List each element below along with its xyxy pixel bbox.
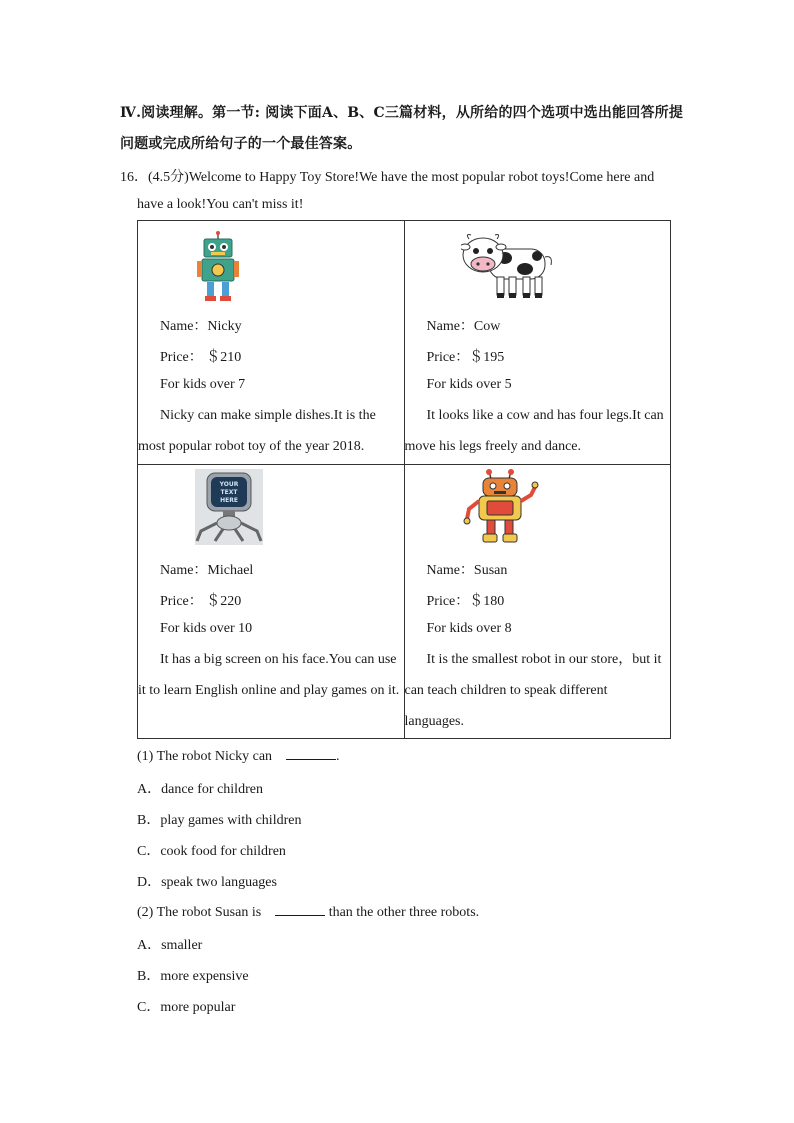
robot-description: It has a big screen on his face.You can use it to learn English online and play games on it. bbox=[138, 652, 400, 698]
robot-cell-susan bbox=[404, 465, 671, 739]
option-2a: A．smaller bbox=[137, 938, 203, 953]
robot-name: Name：Nicky bbox=[160, 319, 242, 334]
question-number: 16．(4.5分) bbox=[120, 170, 189, 185]
robot-age: For kids over 10 bbox=[160, 621, 253, 636]
robot-age: For kids over 5 bbox=[426, 377, 512, 392]
option-1b: B．play games with children bbox=[137, 813, 302, 828]
option-2b: B．more expensive bbox=[137, 969, 249, 984]
robot-description: Nicky can make simple dishes.It is the most popular robot toy of the year 2018. bbox=[138, 408, 376, 454]
robot-name: Name：Cow bbox=[426, 319, 501, 334]
svg-text:TEXT: TEXT bbox=[220, 489, 238, 496]
option-1c: C．cook food for children bbox=[137, 844, 286, 859]
option-2c: C．more popular bbox=[137, 1000, 236, 1015]
answer-blank bbox=[286, 747, 336, 760]
robot-price: Price：＄195 bbox=[426, 350, 505, 365]
option-1d: D．speak two languages bbox=[137, 875, 277, 890]
sub-question-1: (1) The robot Nicky can . bbox=[137, 749, 340, 764]
intro-text: Welcome to Happy Toy Store!We have the most popular robot toys!Come here and bbox=[188, 170, 655, 185]
robot-description: It is the smallest robot in our store，but it can teach children to speak different languages. bbox=[404, 652, 662, 729]
screen-robot-icon bbox=[195, 469, 263, 545]
robot-table bbox=[137, 220, 671, 739]
robot-price: Price： ＄220 bbox=[160, 594, 242, 609]
question-intro-line2: have a look!You can't miss it! bbox=[137, 197, 304, 212]
option-1a: A．dance for children bbox=[137, 782, 263, 797]
robot-price: Price：＄180 bbox=[426, 594, 505, 609]
sub-question-2: (2) The robot Susan is than the other three robots. bbox=[137, 905, 480, 920]
question-intro-line1 bbox=[120, 166, 654, 186]
robot-cell-cow bbox=[404, 221, 671, 465]
cow-robot-icon bbox=[461, 231, 555, 299]
section-header-line2: 问题或完成所给句子的一个最佳答案。 bbox=[120, 136, 362, 152]
orange-robot-icon bbox=[463, 469, 539, 545]
robot-age: For kids over 8 bbox=[426, 621, 512, 636]
section-header-line1: Ⅳ.阅读理解。第一节: 阅读下面A、B、C三篇材料，从所给的四个选项中选出能回答所提 bbox=[120, 105, 684, 121]
green-robot-icon bbox=[196, 231, 240, 303]
robot-name: Name：Michael bbox=[160, 563, 254, 578]
robot-age: For kids over 7 bbox=[160, 377, 246, 392]
robot-price: Price： ＄210 bbox=[160, 350, 242, 365]
svg-text:HERE: HERE bbox=[220, 497, 238, 504]
svg-text:YOUR: YOUR bbox=[219, 481, 239, 488]
answer-blank bbox=[275, 903, 325, 916]
robot-description: It looks like a cow and has four legs.It can move his legs freely and dance. bbox=[404, 408, 664, 454]
robot-name: Name：Susan bbox=[426, 563, 508, 578]
robot-cell-michael bbox=[138, 465, 405, 739]
robot-cell-nicky bbox=[138, 221, 405, 465]
